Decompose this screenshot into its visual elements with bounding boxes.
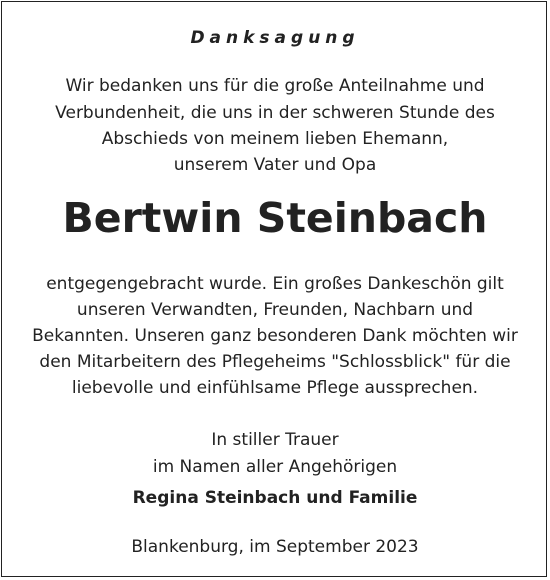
notice-heading: Danksagung (190, 28, 360, 48)
intro-line-3: Abschieds von meinem lieben Ehemann, (101, 129, 449, 149)
body-line-5: liebevolle und einfühlsame Pflege aussprechen. (71, 378, 479, 398)
intro-line-4: unserem Vater und Opa (173, 155, 377, 175)
body-line-3: Bekannten. Unseren ganz besonderen Dank möchten wir (32, 326, 518, 346)
body-line-1: entgegengebracht wurde. Ein großes Dankeschön gilt (46, 274, 504, 294)
body-line-2: unseren Verwandten, Freunden, Nachbarn und (76, 300, 474, 320)
place-date: Blankenburg, im September 2023 (131, 537, 419, 557)
mourning-line-1: In stiller Trauer (211, 430, 339, 450)
signer-name: Regina Steinbach und Familie (132, 488, 418, 508)
intro-line-2: Verbundenheit, die uns in der schweren Stunde des (55, 103, 495, 123)
deceased-name: Bertwin Steinbach (62, 194, 488, 242)
intro-line-1: Wir bedanken uns für die große Anteilnahme und (65, 76, 485, 96)
body-line-4: den Mitarbeitern des Pflegeheims "Schlossblick" für die (39, 352, 511, 372)
mourning-line-2: im Namen aller Angehörigen (152, 457, 398, 477)
